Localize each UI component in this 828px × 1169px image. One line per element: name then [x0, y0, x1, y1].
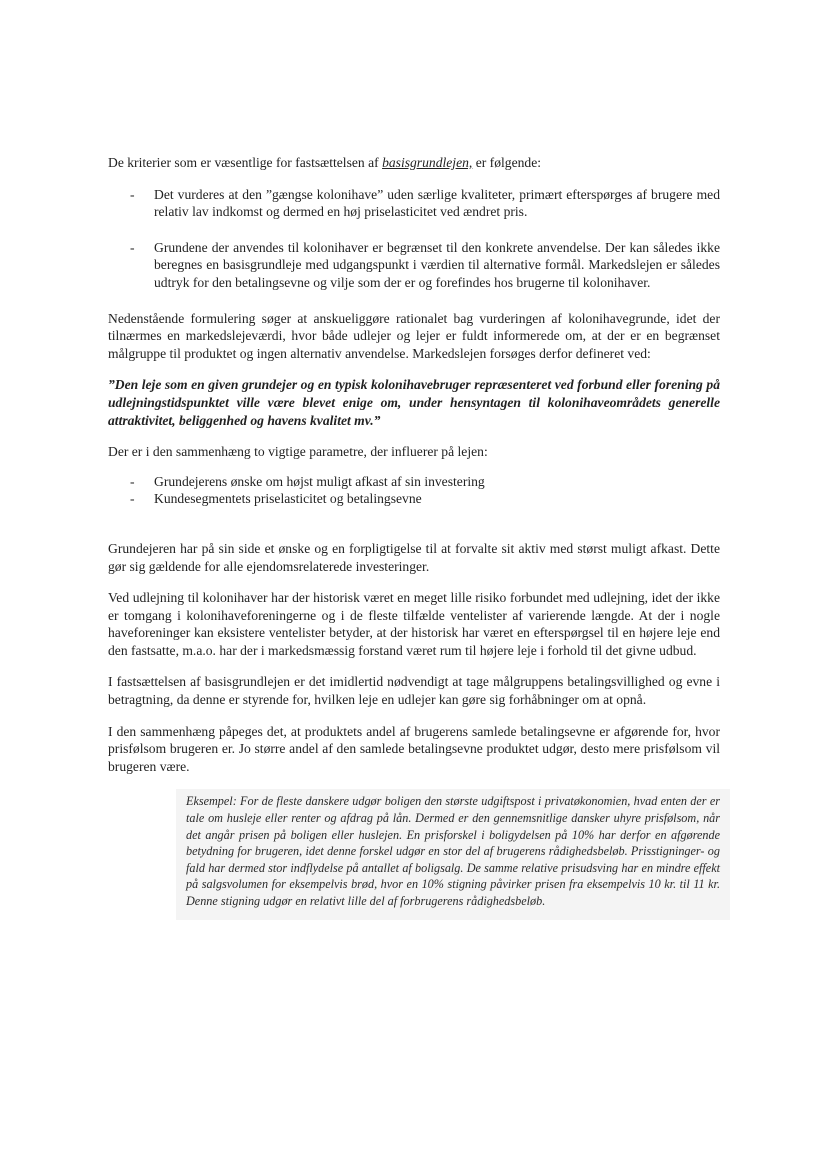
parameter-text: Grundejerens ønske om højst muligt afkast af sin investering — [154, 473, 485, 489]
intro-paragraph — [108, 154, 720, 172]
parameter-item — [108, 473, 720, 491]
bullet-dash: - — [130, 491, 135, 507]
paragraph-waiting-lists: Ved udlejning til kolonihaver har der historisk været en meget lille risiko forbundet med udlejning, idet der ikke er tomgang i kolonihaveforeningerne og i de fleste tilfælde ventelister af varierende længde. At der i nogle haveforeninger kan eksistere ventelister betyder, at der historisk har været en efterspørgsel til en højere leje end den fastsatte, m.a.o. har der i markedsmæssig forstand været rum til højere leje i forhold til det givne udbud. — [108, 590, 720, 658]
bullet-dash: - — [130, 239, 135, 255]
parameter-list — [108, 473, 720, 508]
paragraph-target-group: I fastsættelsen af basisgrundlejen er det imidlertid nødvendigt at tage målgruppens betalingsvillighed og evne i betragtning, da denne er styrende for, hvilken leje en udlejer kan gøre sig forhåbninger om at opnå. — [108, 674, 720, 708]
intro-before: De kriterier som er væsentlige for fastsættelsen af — [108, 155, 383, 170]
paragraph-landowner: Grundejeren har på sin side et ønske og en forpligtigelse til at forvalte sit aktiv med størst muligt afkast. Dette gør sig gældende for alle ejendomsrelaterede investeringer. — [108, 540, 720, 574]
criteria-item — [108, 186, 720, 221]
parameter-item — [108, 490, 720, 508]
parameter-text: Kundesegmentets priselasticitet og betalingsevne — [154, 491, 422, 507]
criteria-text: Det vurderes at den ”gængse kolonihave” uden særlige kvaliteter, primært efterspørges af brugere med relativ lav indkomst og dermed en høj priselasticitet ved ændret pris. — [154, 186, 720, 220]
document-page — [108, 154, 720, 920]
bullet-dash: - — [130, 473, 135, 489]
paragraph-formulation: Nedenstående formulering søger at anskueliggøre rationalet bag vurderingen af kolonihavegrunde, idet der tilnærmes en markedslejeværdi, hvor både udlejer og lejer er fuldt informerede om, at der er en begrænset målgruppe til produktet og ingen alternativ anvendelse. Markedslejen forsøges derfor defineret ved: — [108, 310, 720, 361]
example-box: Eksempel: For de fleste danskere udgør boligen den største udgiftspost i privatøkonomien, hvad enten der er tale om husleje eller renter og afdrag på lån. Dermed er den gennemsnitlige dansker uhyre prisfølsom, når det angår prisen på boligen eller huslejen. En prisforskel i boligydelsen på 10% har derfor en afgørende betydning for brugeren, idet denne forskel udgør en stor del af brugerens rådighedsbeløb. Prisstigninger- og fald har dermed stor indflydelse på antallet af boligsalg. De samme relative prisudsving har en mindre effekt på salgsvolumen for eksempelvis brød, hvor en 10% stigning påvirker prisen fra eksempelvis 10 kr. til 11 kr. Denne stigning udgør en relativt lille del af forbrugerens rådighedsbeløb. — [176, 789, 730, 919]
intro-after: er følgende: — [472, 155, 542, 170]
bullet-dash: - — [130, 186, 135, 202]
criteria-item — [108, 239, 720, 292]
market-rent-definition: ”Den leje som en given grundejer og en typisk kolonihavebruger repræsenteret ved forbund eller forening på udlejningstidspunktet ville være blevet enige om, under hensyntagen til kolonihaveområdets generelle attraktivitet, beliggenhed og havens kvalitet mv.” — [108, 377, 720, 428]
criteria-text: Grundene der anvendes til kolonihaver er begrænset til den konkrete anvendelse. Der kan således ikke beregnes en basisgrundleje med udgangspunkt i værdien til alternative formål. Markedslejen er således udtryk for den betalingsevne og vilje som der er og forefindes hos brugerne til kolonihaver. — [154, 239, 720, 290]
paragraph-parameters: Der er i den sammenhæng to vigtige parametre, der influerer på lejen: — [108, 444, 488, 460]
paragraph-price-sensitivity: I den sammenhæng påpeges det, at produktets andel af brugerens samlede betalingsevne er afgørende for, hvor prisfølsom brugeren er. Jo større andel af den samlede betalingsevne produktet udgør, desto mere prisfølsom vil brugeren være. — [108, 723, 720, 774]
term-basisgrundlejen: basisgrundlejen, — [382, 155, 473, 170]
